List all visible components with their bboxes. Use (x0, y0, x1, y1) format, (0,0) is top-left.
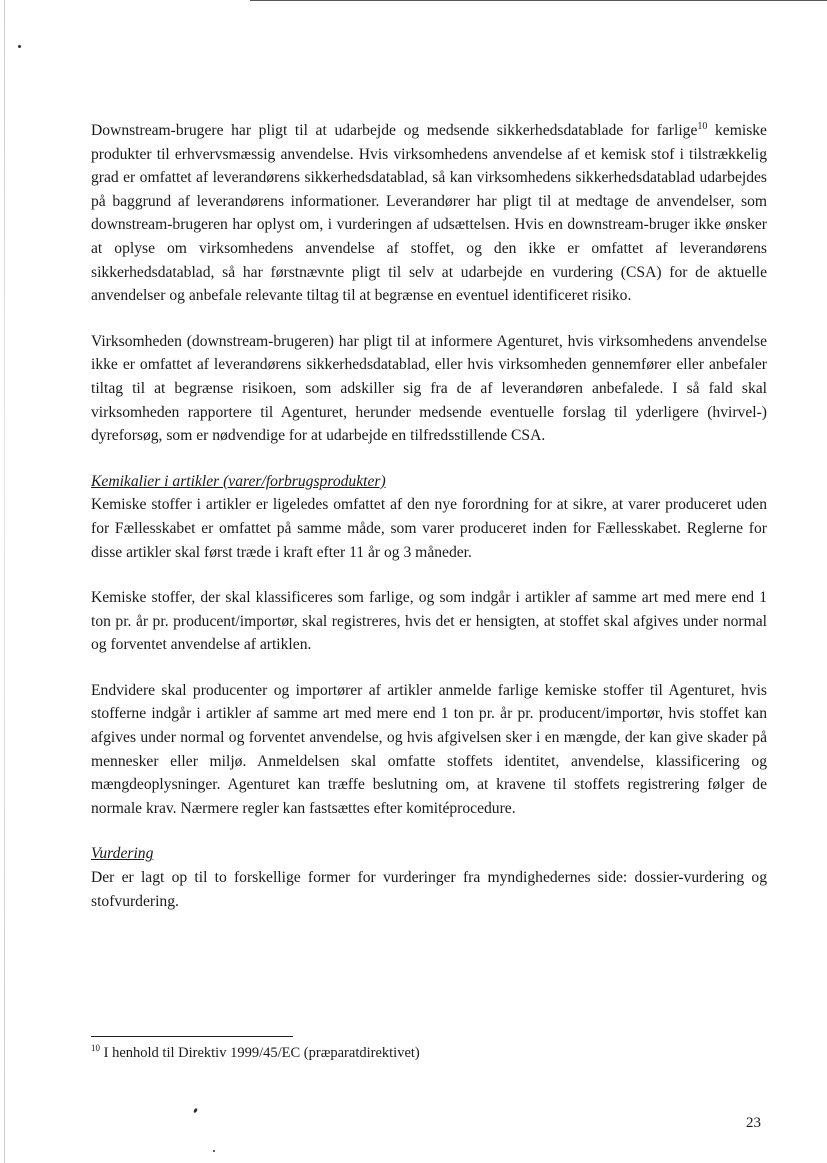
scan-speck (18, 45, 21, 48)
scan-left-edge (4, 0, 5, 1163)
paragraph-text: Downstream-brugere har pligt til at udarbejde og medsende sikkerhedsdatablade for farlige (91, 122, 698, 139)
paragraph-articles-registration: Kemiske stoffer, der skal klassificeres som farlige, og som indgår i artikler af samme art med mere end 1 ton pr. år pr. producent/importør, skal registreres, hvis det er hensigten, at stoffet skal afgives under normal og forventet anvendelse af artiklen. (91, 589, 767, 654)
footnote-reference: 10 (697, 120, 708, 132)
paragraph-downstream-users (91, 119, 767, 308)
document-body (91, 119, 767, 935)
paragraph-assessment: Der er lagt op til to forskellige former for vurderinger fra myndighedernes side: dossier-vurdering og stofvurdering. (91, 869, 767, 910)
section-heading-assessment: Vurdering (91, 845, 154, 863)
scan-speck (193, 1108, 198, 1114)
footnote (91, 1043, 420, 1063)
footnote-marker: 10 (91, 1043, 100, 1054)
paragraph-articles-notification: Endvidere skal producenter og importører af artikler anmelde farlige kemiske stoffer til Agenturet, hvis stofferne indgår i artikler af samme art med mere end 1 ton pr. år pr. producent/importør, hvis stoffet kan afgives under normal og forventet anvendelse, og hvis afgivelsen sker i en mængde, der kan give skader på mennesker eller miljø. Anmeldelsen skal omfatte stoffets identitet, anvendelse, klassificering og mængdeoplysninger. Agenturet kan træffe beslutning om, at kravene til stoffets registrering følger de normale krav. Nærmere regler kan fastsættes efter komitéprocedure. (91, 681, 767, 817)
scan-speck (213, 1150, 215, 1152)
paragraph-text: kemiske produkter til erhvervsmæssig anvendelse. Hvis virksomhedens anvendelse af et kemisk stof i tilstrækkelig grad er omfattet af leverandørens sikkerhedsdatablad, så kan virksomhedens sikkerhedsdatablad udarbejdes på baggrund af leverandørens informationer. Leverandører har pligt til at medtage de anvendelser, som downstream-brugeren har oplyst om, i vurderingen af udsættelsen. Hvis en downstream-bruger ikke ønsker at oplyse om virksomhedens anvendelse af stoffet, og den ikke er omfattet af leverandørens sikkerhedsdatablad, så har førstnævnte pligt til selv at udarbejde en vurdering (CSA) for de aktuelle anvendelser og anbefale relevante tiltag til at begrænse en eventuel identificeret risiko. (91, 122, 767, 305)
paragraph-company-obligations: Virksomheden (downstream-brugeren) har pligt til at informere Agenturet, hvis virksomhedens anvendelse ikke er omfattet af leverandørens sikkerhedsdatablad, eller hvis virksomheden gennemfører eller anbefaler tiltag til at begrænse risikoen, som adskiller sig fra de af leverandøren anbefalede. I så fald skal virksomheden rapportere til Agenturet, herunder medsende eventuelle forslag til yderligere (hvirvel-) dyreforsøg, som er nødvendige for at udarbejde en tilfredsstillende CSA. (91, 332, 767, 445)
page-number: 23 (746, 1115, 761, 1131)
section-heading-articles: Kemikalier i artikler (varer/forbrugsprodukter) (91, 472, 386, 490)
footnote-divider (91, 1036, 293, 1037)
footnote-text: I henhold til Direktiv 1999/45/EC (præparatdirektivet) (100, 1045, 420, 1061)
paragraph-articles-scope: Kemiske stoffer i artikler er ligeledes omfattet af den nye forordning for at sikre, at varer produceret uden for Fællesskabet er omfattet på samme måde, som varer produceret inden for Fællesskabet. Reglerne for disse artikler skal først træde i kraft efter 11 år og 3 måneder. (91, 496, 767, 561)
scan-border-line (250, 0, 827, 1)
